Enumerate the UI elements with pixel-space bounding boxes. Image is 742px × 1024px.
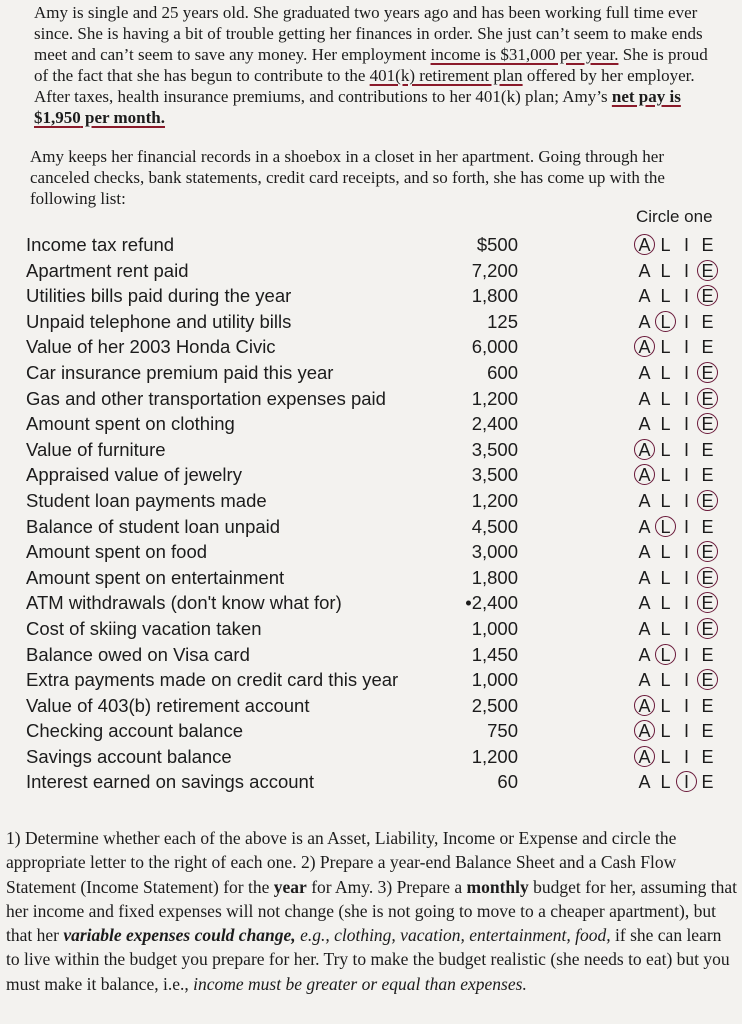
item-row	[0, 386, 742, 412]
instructions-text-4: if she can learn to live within the budget you prepare for her. Try to make the budget realistic (she needs to eat) but you must make it balance, i.e.,	[6, 925, 730, 994]
choice-a[interactable]: A	[638, 414, 651, 435]
choice-e[interactable]: E	[701, 695, 714, 716]
choice-e[interactable]: E	[701, 772, 714, 793]
choice-group	[634, 592, 718, 614]
choice-e[interactable]: E	[701, 311, 714, 332]
item-label: Amount spent on clothing	[26, 413, 235, 435]
item-row	[0, 462, 742, 488]
choice-a[interactable]: A	[638, 772, 651, 793]
choice-i[interactable]: I	[683, 721, 689, 742]
item-amount: 2,400	[471, 413, 518, 435]
item-label: Extra payments made on credit card this year	[26, 669, 399, 691]
choice-l[interactable]: L	[660, 337, 671, 358]
instructions-variable: variable expenses could change,	[63, 925, 296, 946]
item-amount: 7,200	[471, 259, 518, 281]
item-amount: 750	[487, 720, 518, 742]
choice-group	[634, 618, 718, 640]
choice-l[interactable]: L	[660, 388, 671, 409]
item-label: Car insurance premium paid this year	[26, 361, 334, 383]
item-amount: 1,200	[471, 387, 518, 409]
instructions-year: year	[273, 876, 307, 897]
item-row	[0, 769, 742, 795]
choice-e[interactable]: E	[701, 465, 714, 486]
choice-a[interactable]: A	[634, 695, 655, 716]
item-label: ATM withdrawals (don't know what for)	[26, 592, 342, 614]
choice-group	[634, 234, 718, 256]
choice-l[interactable]: L	[660, 670, 671, 691]
item-amount: 4,500	[471, 515, 518, 537]
retirement-plan-phrase: 401(k) retirement plan	[369, 66, 523, 85]
item-label: Interest earned on savings account	[26, 771, 314, 793]
choice-i[interactable]: I	[676, 771, 697, 792]
choice-a[interactable]: A	[638, 311, 651, 332]
item-label: Value of her 2003 Honda Civic	[26, 336, 276, 358]
choice-e[interactable]: E	[697, 413, 718, 434]
choice-i[interactable]: I	[683, 439, 689, 460]
choice-l[interactable]: L	[660, 695, 671, 716]
choice-i[interactable]: I	[683, 337, 689, 358]
item-amount: 1,000	[471, 669, 518, 691]
choice-group	[634, 388, 718, 410]
choice-i[interactable]: I	[683, 414, 689, 435]
item-row	[0, 283, 742, 309]
choice-e[interactable]: E	[697, 260, 718, 281]
intro-paragraph	[34, 2, 724, 128]
item-amount: 125	[487, 310, 518, 332]
item-row	[0, 437, 742, 463]
item-row	[0, 514, 742, 540]
item-label: Savings account balance	[26, 745, 232, 767]
choice-i[interactable]: I	[683, 644, 689, 665]
item-row	[0, 590, 742, 616]
item-row	[0, 360, 742, 386]
choice-l[interactable]: L	[660, 593, 671, 614]
item-label: Value of 403(b) retirement account	[26, 694, 310, 716]
item-label: Value of furniture	[26, 438, 166, 460]
item-label: Income tax refund	[26, 234, 175, 255]
choice-group	[634, 541, 718, 563]
item-label: Apartment rent paid	[26, 259, 189, 281]
records-paragraph	[30, 146, 720, 209]
item-label: Cost of skiing vacation taken	[26, 617, 262, 639]
instructions-eg: e.g., clothing, vacation, entertainment, food,	[295, 925, 611, 946]
item-label: Balance owed on Visa card	[26, 643, 250, 665]
choice-l[interactable]: L	[655, 644, 676, 665]
item-row	[0, 667, 742, 693]
item-amount: 3,500	[471, 438, 518, 460]
choice-l[interactable]: L	[660, 746, 671, 767]
item-row	[0, 718, 742, 744]
choice-l[interactable]: L	[660, 490, 671, 511]
choice-group	[634, 362, 718, 384]
item-label: Balance of student loan unpaid	[26, 515, 281, 537]
choice-e[interactable]: E	[697, 362, 718, 383]
choice-i[interactable]: I	[683, 490, 689, 511]
choice-e[interactable]: E	[697, 618, 718, 639]
item-row	[0, 565, 742, 591]
item-amount: 6,000	[471, 336, 518, 358]
item-row	[0, 642, 742, 668]
choice-a[interactable]: A	[634, 336, 655, 357]
item-label: Checking account balance	[26, 720, 244, 742]
choice-l[interactable]: L	[660, 286, 671, 307]
items-list	[0, 232, 742, 795]
item-row	[0, 334, 742, 360]
instructions-end: income must be greater or equal than expenses.	[193, 973, 527, 994]
choice-group	[634, 285, 718, 307]
choice-a[interactable]: A	[638, 362, 651, 383]
item-amount: 1,450	[471, 643, 518, 665]
choice-a[interactable]: A	[634, 439, 655, 460]
choice-i[interactable]: I	[683, 362, 689, 383]
choice-i[interactable]: I	[683, 260, 689, 281]
item-row	[0, 232, 742, 258]
item-row	[0, 693, 742, 719]
choice-i[interactable]: I	[683, 516, 689, 537]
instructions-text-1: 1) Determine whether each of the above is an Asset, Liability, Income or Expense and circle the appropriate letter to the right of each one. 2) Prepare a year-end Balance Sheet and a Cash Flow Statement (Income Statement) for the	[6, 828, 677, 897]
item-row	[0, 411, 742, 437]
records-text: Amy keeps her financial records in a shoebox in a closet in her apartment. Going through her canceled checks, bank statements, credit card receipts, and so forth, she has come up with the following list:	[30, 147, 665, 208]
item-amount: 3,500	[471, 464, 518, 486]
item-amount: 60	[497, 771, 518, 793]
item-amount: •2,400	[465, 592, 518, 614]
item-label: Utilities bills paid during the year	[26, 285, 292, 307]
choice-l[interactable]: L	[660, 618, 671, 639]
item-amount: 600	[487, 361, 518, 383]
choice-a[interactable]: A	[638, 670, 651, 691]
instructions-paragraph	[6, 826, 738, 996]
choice-e[interactable]: E	[697, 388, 718, 409]
item-amount: 1,200	[471, 489, 518, 511]
choice-a[interactable]: A	[638, 490, 651, 511]
item-row	[0, 309, 742, 335]
choice-group	[634, 439, 718, 461]
choice-group	[634, 567, 718, 589]
choice-i[interactable]: I	[683, 618, 689, 639]
choice-i[interactable]: I	[683, 593, 689, 614]
choice-i[interactable]: I	[683, 286, 689, 307]
choice-i[interactable]: I	[683, 695, 689, 716]
choice-a[interactable]: A	[634, 464, 655, 485]
choice-group	[634, 720, 718, 742]
choice-l[interactable]: L	[660, 721, 671, 742]
intro-text-2: She is proud of the fact that she has begun to contribute to the	[34, 45, 708, 85]
income-phrase: income is $31,000 per year.	[430, 45, 619, 64]
choice-l[interactable]: L	[660, 362, 671, 383]
choice-i[interactable]: I	[683, 388, 689, 409]
choice-a[interactable]: A	[638, 286, 651, 307]
item-amount: $500	[476, 234, 518, 255]
choice-e[interactable]: E	[701, 439, 714, 460]
choice-l[interactable]: L	[660, 414, 671, 435]
choice-a[interactable]: A	[634, 234, 655, 255]
choice-l[interactable]: L	[660, 439, 671, 460]
choice-e[interactable]: E	[701, 721, 714, 742]
net-pay-phrase: net pay is $1,950	[34, 87, 681, 127]
choice-group	[634, 746, 718, 768]
item-label: Appraised value of jewelry	[26, 464, 242, 486]
intro-text-1: Amy is single and 25 years old. She graduated two years ago and has been working full time ever since. She is having a bit of trouble getting her finances in order. She just can’t seem to make ends meet and can’t seem to save any money. Her employment	[34, 3, 703, 64]
choice-group	[634, 516, 718, 538]
choice-e[interactable]: E	[701, 644, 714, 665]
choice-a[interactable]: A	[638, 542, 651, 563]
choice-group	[634, 644, 718, 666]
choice-l[interactable]: L	[660, 260, 671, 281]
item-amount: 1,800	[471, 285, 518, 307]
choice-a[interactable]: A	[638, 260, 651, 281]
choice-a[interactable]: A	[638, 388, 651, 409]
choice-group	[634, 464, 718, 486]
choice-l[interactable]: L	[660, 465, 671, 486]
instructions-text-3: budget for her, assuming that her income and fixed expenses will not change (she is not going to move to a cheaper apartment), but that her	[6, 876, 738, 946]
item-amount: 2,500	[471, 694, 518, 716]
choice-e[interactable]: E	[697, 541, 718, 562]
choice-group	[634, 311, 718, 333]
choice-e[interactable]: E	[697, 669, 718, 690]
choice-i[interactable]: I	[683, 465, 689, 486]
choice-e[interactable]: E	[697, 567, 718, 588]
choice-e[interactable]: E	[697, 592, 718, 613]
choice-l[interactable]: L	[660, 542, 671, 563]
choice-a[interactable]: A	[638, 644, 651, 665]
item-label: Gas and other transportation expenses paid	[26, 387, 386, 409]
item-amount: 3,000	[471, 541, 518, 563]
choice-e[interactable]: E	[701, 516, 714, 537]
choice-e[interactable]: E	[701, 235, 714, 255]
item-row	[0, 539, 742, 565]
per-month-phrase: per month.	[80, 108, 165, 127]
item-label: Amount spent on entertainment	[26, 566, 285, 588]
choice-e[interactable]: E	[701, 337, 714, 358]
item-row	[0, 488, 742, 514]
choice-group	[634, 260, 718, 282]
item-amount: 1,200	[471, 745, 518, 767]
item-label: Unpaid telephone and utility bills	[26, 310, 292, 332]
choice-group	[634, 336, 718, 358]
item-amount: 1,800	[471, 566, 518, 588]
choice-l[interactable]: L	[660, 235, 671, 255]
choice-group	[634, 695, 718, 717]
choice-group	[634, 669, 718, 691]
circle-one-header: Circle one	[636, 207, 713, 226]
choice-i[interactable]: I	[683, 235, 689, 255]
choice-a[interactable]: A	[638, 593, 651, 614]
item-label: Amount spent on food	[26, 541, 208, 563]
choice-l[interactable]: L	[655, 311, 676, 332]
choice-group	[634, 771, 718, 793]
choice-a[interactable]: A	[634, 720, 655, 741]
item-label: Student loan payments made	[26, 489, 267, 511]
choice-i[interactable]: I	[683, 670, 689, 691]
choice-i[interactable]: I	[683, 542, 689, 563]
item-row	[0, 744, 742, 770]
choice-i[interactable]: I	[683, 746, 689, 767]
item-row	[0, 616, 742, 642]
choice-e[interactable]: E	[701, 746, 714, 767]
choice-i[interactable]: I	[683, 567, 689, 588]
choice-l[interactable]: L	[660, 772, 671, 793]
choice-e[interactable]: E	[697, 285, 718, 306]
intro-text-3: offered by her employer. After taxes, health insurance premiums, and contributions to her 401(k) plan; Amy’s	[34, 66, 695, 106]
choice-group	[634, 490, 718, 512]
instructions-text-2: for Amy. 3) Prepare a	[306, 876, 467, 897]
choice-group	[634, 413, 718, 435]
item-row	[0, 258, 742, 284]
choice-a[interactable]: A	[634, 746, 655, 767]
choice-l[interactable]: L	[655, 516, 676, 537]
choice-e[interactable]: E	[697, 490, 718, 511]
choice-a[interactable]: A	[638, 516, 651, 537]
choice-l[interactable]: L	[660, 567, 671, 588]
choice-a[interactable]: A	[638, 618, 651, 639]
instructions-monthly: monthly	[466, 876, 529, 897]
item-amount: 1,000	[471, 617, 518, 639]
choice-a[interactable]: A	[638, 567, 651, 588]
choice-i[interactable]: I	[683, 311, 689, 332]
